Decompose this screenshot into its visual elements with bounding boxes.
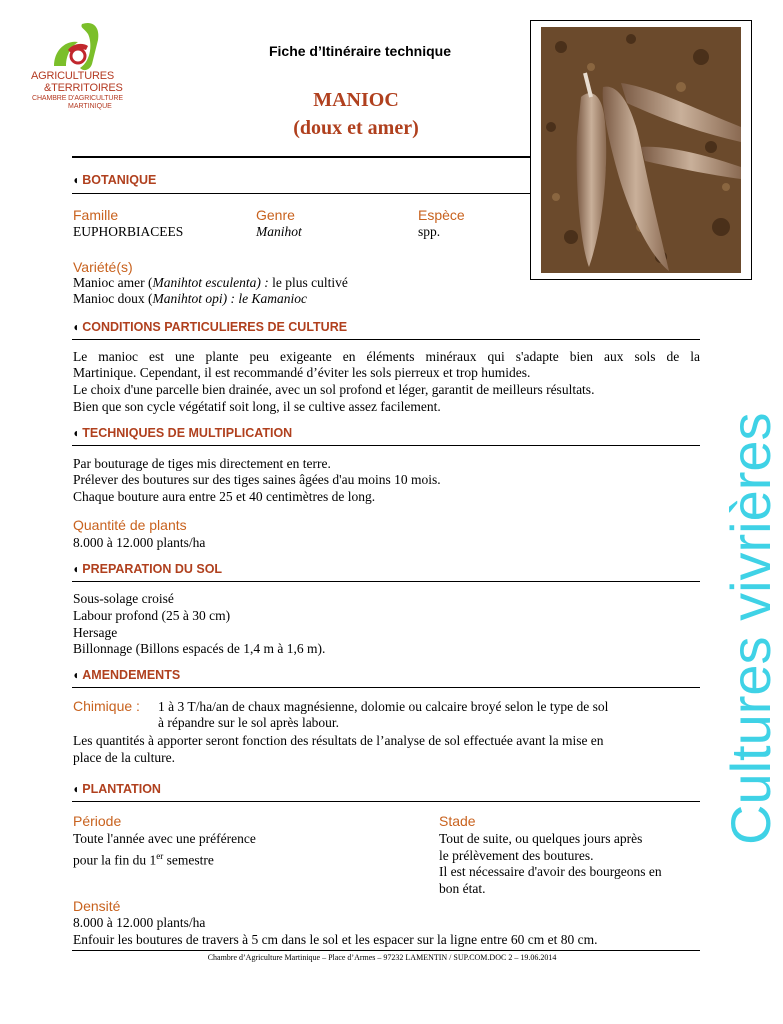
logo-line-1: AGRICULTURES [31,70,114,82]
section-title-sol: ◖ PREPARATION DU SOL [72,562,223,576]
cassava-roots-image [541,27,741,273]
espece-label: Espèce [418,207,465,223]
section-divider [72,581,700,582]
densite-label: Densité [73,898,121,914]
multiplication-line-3: Chaque bouture aura entre 25 et 40 centimètres de long. [73,489,376,504]
conditions-line-1: Le manioc est une plante peu exigeante en éléments minéraux qui s'adapte bien aux sols de la [73,349,700,364]
genre-value: Manihot [256,224,302,239]
amendements-line-1: 1 à 3 T/ha/an de chaux magnésienne, dolomie ou calcaire broyé selon le type de sol [158,699,609,714]
sol-line-4: Billonnage (Billons espacés de 1,4 m à 1,6 m). [73,641,326,656]
cassava-photo [530,20,752,280]
section-title-conditions: ◖ CONDITIONS PARTICULIERES DE CULTURE [72,320,348,334]
variete-line-1: Manioc amer (Manihtot esculenta) : le plus cultivé [73,275,348,290]
conditions-line-4: Bien que son cycle végétatif soit long, il se cultive assez facilement. [73,399,441,414]
multiplication-line-1: Par bouturage de tiges mis directement en terre. [73,456,331,471]
stade-line-2: le prélèvement des boutures. [439,848,594,863]
periode-label: Période [73,813,122,829]
quantite-label: Quantité de plants [73,517,187,533]
densite-line-1: 8.000 à 12.000 plants/ha [73,915,206,930]
section-bullet-icon: ◖ [72,173,80,187]
section-bullet-icon: ◖ [72,668,80,682]
variete-line-2: Manioc doux (Manihtot opi) : le Kamanioc [73,291,307,306]
document-type: Fiche d’Itinéraire technique [268,43,452,59]
section-bullet-icon: ◖ [72,426,80,440]
amendements-line-4: place de la culture. [73,750,175,765]
conditions-line-3: Le choix d'une parcelle bien drainée, avec un sol profond et léger, garantit de meilleurs résultats. [73,382,595,397]
genre-label: Genre [256,207,295,223]
section-divider [72,339,700,340]
chimique-label: Chimique : [73,698,140,714]
page-title: MANIOC [313,89,399,111]
section-title-botanique: ◖ BOTANIQUE [72,173,157,187]
stade-label: Stade [439,813,476,829]
footer-divider [72,950,700,951]
logo-line-2: &TERRITOIRES [44,82,123,94]
densite-line-2: Enfouir les boutures de travers à 5 cm dans le sol et les espacer sur la ligne entre 60 cm et 80 cm. [73,932,598,947]
stade-line-4: bon état. [439,881,486,896]
variete-label: Variété(s) [73,259,133,275]
side-title: Cultures vivrières [719,412,782,845]
section-title-plantation: ◖ PLANTATION [72,782,161,796]
section-divider [72,801,700,802]
logo-mark-icon [32,20,122,74]
famille-value: EUPHORBIACEES [73,224,184,239]
periode-line-1: Toute l'année avec une préférence [73,831,256,846]
stade-line-3: Il est nécessaire d'avoir des bourgeons en [439,864,662,879]
espece-value: spp. [418,224,441,239]
sol-line-3: Hersage [73,625,118,640]
section-divider [72,193,530,194]
stade-line-1: Tout de suite, ou quelques jours après [439,831,643,846]
amendements-line-3: Les quantités à apporter seront fonction des résultats de l’analyse de sol effectuée avant la mise en [73,733,604,748]
chamber-logo [28,20,128,120]
famille-label: Famille [73,207,119,223]
sol-line-1: Sous-solage croisé [73,591,174,606]
periode-line-2: pour la fin du 1er semestre [73,851,214,868]
header-divider [72,156,530,158]
section-bullet-icon: ◖ [72,320,80,334]
page-subtitle: (doux et amer) [293,117,419,139]
multiplication-line-2: Prélever des boutures sur des tiges saines âgées d'au moins 10 mois. [73,472,441,487]
amendements-line-2: à répandre sur le sol après labour. [158,715,340,730]
logo-line-3: CHAMBRE D'AGRICULTURE [32,95,123,102]
section-title-amendements: ◖ AMENDEMENTS [72,668,181,682]
section-bullet-icon: ◖ [72,562,80,576]
conditions-line-2: Martinique. Cependant, il est recommandé d’éviter les sols pierreux et trop humides. [73,365,531,380]
section-divider [72,687,700,688]
sol-line-2: Labour profond (25 à 30 cm) [73,608,231,623]
logo-line-4: MARTINIQUE [68,103,112,110]
section-title-multiplication: ◖ TECHNIQUES DE MULTIPLICATION [72,426,293,440]
quantite-value: 8.000 à 12.000 plants/ha [73,535,206,550]
section-divider [72,445,700,446]
footer-text: Chambre d’Agriculture Martinique – Place d’Armes – 97232 LAMENTIN / SUP.COM.DOC 2 – 19.06.2014 [207,953,557,962]
section-bullet-icon: ◖ [72,782,80,796]
